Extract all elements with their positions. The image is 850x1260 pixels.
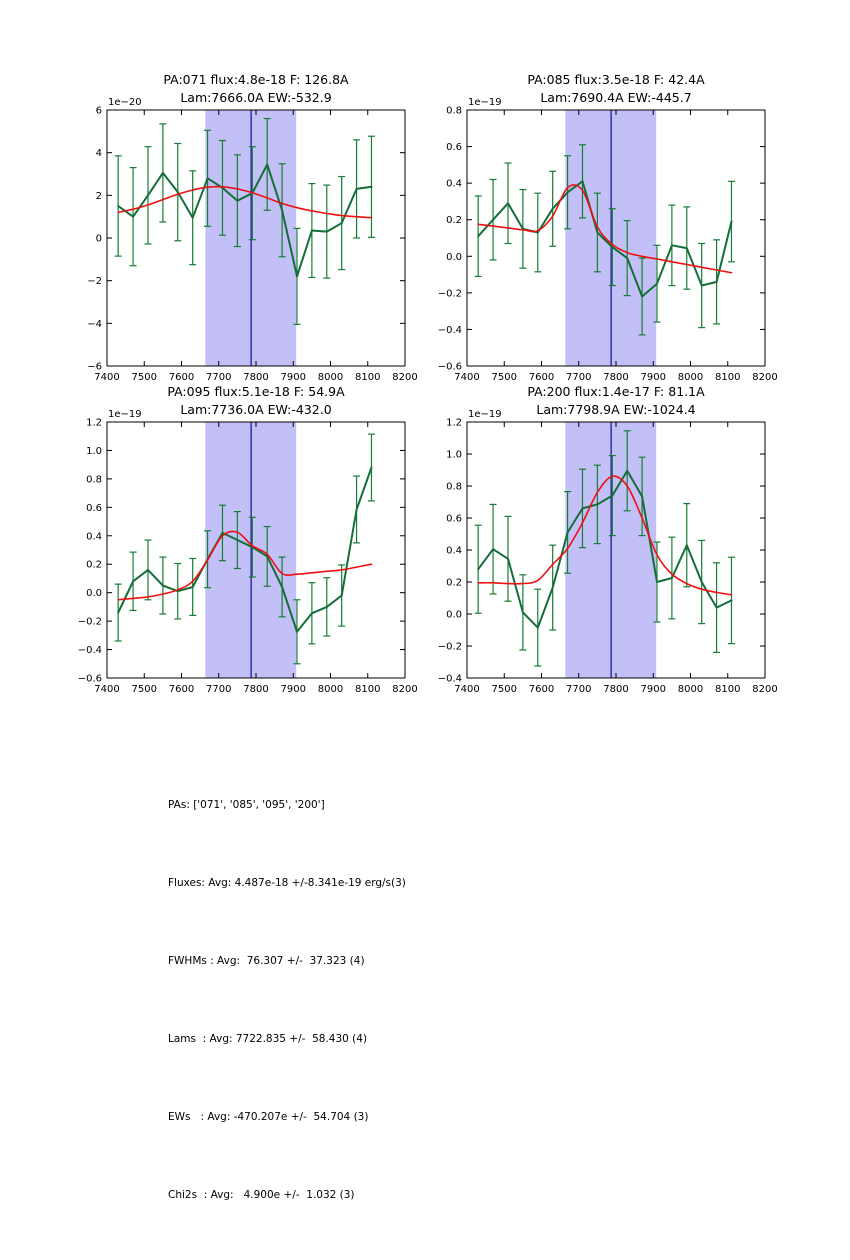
summary-line: EWs : Avg: -470.207e +/- 54.704 (3) bbox=[168, 1111, 369, 1123]
y-tick-label: 0.2 bbox=[86, 559, 102, 571]
x-tick-label: 7700 bbox=[206, 372, 232, 383]
summary-line: FWHMs : Avg: 76.307 +/- 37.323 (4) bbox=[168, 955, 365, 967]
y-tick-label: 0.8 bbox=[446, 481, 462, 493]
x-tick-label: 8200 bbox=[392, 372, 418, 383]
x-tick-label: 7700 bbox=[566, 684, 592, 695]
x-tick-label: 7900 bbox=[280, 684, 306, 695]
x-tick-label: 7800 bbox=[603, 684, 629, 695]
x-tick-label: 8100 bbox=[715, 684, 741, 695]
y-tick-label: 1.2 bbox=[86, 417, 102, 429]
x-tick-label: 7600 bbox=[168, 684, 195, 695]
subplot-3-title bbox=[107, 383, 405, 419]
x-tick-label: 8000 bbox=[677, 684, 704, 695]
subplot-1-title bbox=[107, 71, 405, 107]
subplot-2 bbox=[438, 97, 778, 383]
x-tick-label: 7700 bbox=[566, 372, 592, 383]
y-tick-label: 6 bbox=[95, 105, 102, 117]
x-tick-label: 7400 bbox=[94, 684, 120, 695]
y-tick-label: 0.6 bbox=[446, 513, 462, 525]
y-tick-label: 0.8 bbox=[86, 474, 102, 486]
y-tick-label: −4 bbox=[87, 318, 102, 330]
x-tick-label: 8100 bbox=[355, 372, 381, 383]
summary-line: Lams : Avg: 7722.835 +/- 58.430 (4) bbox=[168, 1033, 368, 1045]
y-tick-label: 0.2 bbox=[446, 577, 462, 589]
x-tick-label: 7400 bbox=[94, 372, 120, 383]
x-tick-label: 7600 bbox=[528, 372, 555, 383]
y-tick-label: 0.0 bbox=[86, 588, 102, 600]
subplot-4 bbox=[438, 409, 778, 695]
subplot-3-title-line2: Lam:7736.0A EW:-432.0 bbox=[180, 402, 332, 417]
x-tick-label: 7900 bbox=[640, 684, 666, 695]
y-tick-label: −6 bbox=[87, 361, 102, 373]
subplot-4-title-line1: PA:200 flux:1.4e-17 F: 81.1A bbox=[527, 384, 705, 399]
y-tick-label: 0 bbox=[95, 233, 102, 245]
axis-scale-label: 1e−19 bbox=[108, 409, 142, 420]
subplot-2-title bbox=[467, 71, 765, 107]
y-tick-label: 0.6 bbox=[86, 502, 102, 514]
x-tick-label: 8100 bbox=[715, 372, 741, 383]
x-tick-label: 7700 bbox=[206, 684, 232, 695]
y-tick-label: 0.8 bbox=[446, 105, 462, 117]
subplot-1 bbox=[87, 97, 417, 383]
x-tick-label: 8200 bbox=[392, 684, 418, 695]
subplot-3-title-line1: PA:095 flux:5.1e-18 F: 54.9A bbox=[167, 384, 345, 399]
y-tick-label: −0.2 bbox=[77, 616, 102, 628]
x-tick-label: 7800 bbox=[603, 372, 629, 383]
axis-scale-label: 1e−19 bbox=[468, 409, 502, 420]
y-tick-label: 0.6 bbox=[446, 142, 462, 154]
x-tick-label: 8000 bbox=[677, 372, 704, 383]
x-tick-label: 7500 bbox=[491, 372, 517, 383]
x-tick-label: 8000 bbox=[317, 684, 344, 695]
summary-line: Fluxes: Avg: 4.487e-18 +/-8.341e-19 erg/s(3) bbox=[168, 877, 406, 889]
summary-block bbox=[168, 740, 406, 1260]
x-tick-label: 7900 bbox=[280, 372, 306, 383]
y-tick-label: 0.4 bbox=[86, 531, 102, 543]
subplot-1-title-line2: Lam:7666.0A EW:-532.9 bbox=[180, 90, 332, 105]
x-tick-label: 7500 bbox=[131, 372, 157, 383]
x-tick-label: 7800 bbox=[243, 684, 269, 695]
y-tick-label: 0.0 bbox=[446, 251, 462, 263]
x-tick-label: 8000 bbox=[317, 372, 344, 383]
summary-line: Chi2s : Avg: 4.900e +/- 1.032 (3) bbox=[168, 1189, 355, 1201]
x-tick-label: 7600 bbox=[168, 372, 195, 383]
y-tick-label: −0.6 bbox=[437, 361, 462, 373]
y-tick-label: 0.4 bbox=[446, 178, 462, 190]
x-tick-label: 7500 bbox=[491, 684, 517, 695]
x-tick-label: 7900 bbox=[640, 372, 666, 383]
x-tick-label: 7500 bbox=[131, 684, 157, 695]
axis-scale-label: 1e−19 bbox=[468, 97, 502, 108]
x-tick-label: 7400 bbox=[454, 372, 480, 383]
y-tick-label: 4 bbox=[95, 148, 102, 160]
subplot-2-title-line2: Lam:7690.4A EW:-445.7 bbox=[540, 90, 692, 105]
y-tick-label: 0.0 bbox=[446, 609, 462, 621]
y-tick-label: −0.4 bbox=[77, 645, 102, 657]
y-tick-label: −0.4 bbox=[437, 324, 462, 336]
y-tick-label: −2 bbox=[87, 276, 102, 288]
axis-scale-label: 1e−20 bbox=[108, 97, 142, 108]
subplot-4-title-line2: Lam:7798.9A EW:-1024.4 bbox=[536, 402, 696, 417]
y-tick-label: 1.0 bbox=[446, 449, 462, 461]
subplot-1-title-line1: PA:071 flux:4.8e-18 F: 126.8A bbox=[163, 72, 349, 87]
x-tick-label: 8200 bbox=[752, 372, 778, 383]
x-tick-label: 8200 bbox=[752, 684, 778, 695]
x-tick-label: 7400 bbox=[454, 684, 480, 695]
x-tick-label: 7600 bbox=[528, 684, 555, 695]
y-tick-label: 1.2 bbox=[446, 417, 462, 429]
y-tick-label: 2 bbox=[95, 190, 102, 202]
x-tick-label: 7800 bbox=[243, 372, 269, 383]
subplot-4-title bbox=[467, 383, 765, 419]
y-tick-label: −0.6 bbox=[77, 673, 102, 685]
y-tick-label: −0.2 bbox=[437, 641, 462, 653]
summary-line: PAs: ['071', '085', '095', '200'] bbox=[168, 799, 325, 811]
subplot-3 bbox=[78, 409, 418, 695]
x-tick-label: 8100 bbox=[355, 684, 381, 695]
y-tick-label: 0.4 bbox=[446, 545, 462, 557]
y-tick-label: 1.0 bbox=[86, 445, 102, 457]
y-tick-label: −0.2 bbox=[437, 288, 462, 300]
y-tick-label: 0.2 bbox=[446, 215, 462, 227]
y-tick-label: −0.4 bbox=[437, 673, 462, 685]
subplot-2-title-line1: PA:085 flux:3.5e-18 F: 42.4A bbox=[527, 72, 705, 87]
